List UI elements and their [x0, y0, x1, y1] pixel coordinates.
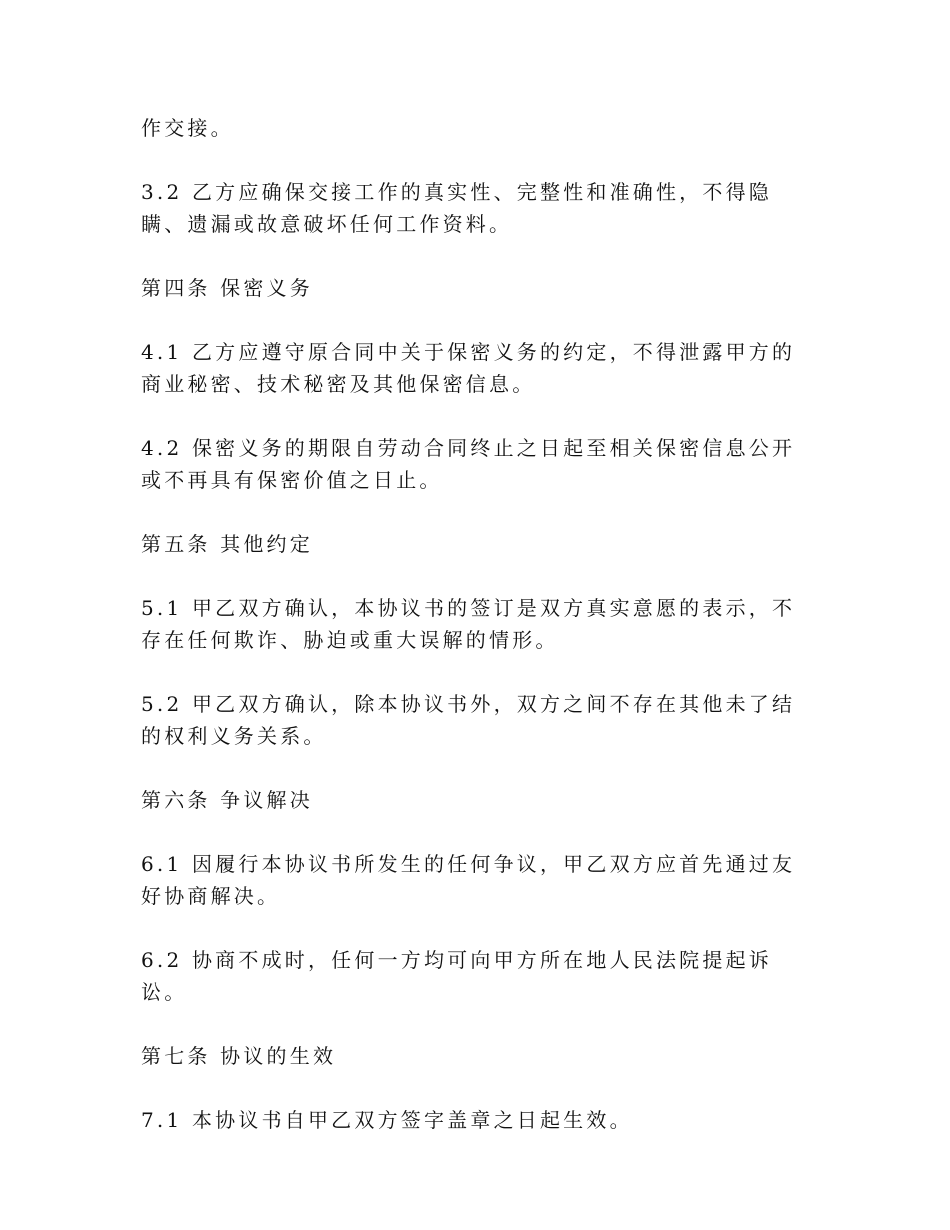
article-7-heading: 第七条 协议的生效: [141, 1044, 337, 1068]
article-6-heading: 第六条 争议解决: [141, 788, 313, 812]
clause-6-1: 6.1 因履行本协议书所发生的任何争议，甲乙双方应首先通过友好协商解决。: [141, 852, 796, 908]
clause-7-1: 7.1 本协议书自甲乙双方签字盖章之日起生效。: [141, 1108, 633, 1132]
clause-4-2: 4.2 保密义务的期限自劳动合同终止之日起至相关保密信息公开或不再具有保密价值之日止。: [141, 436, 796, 492]
paragraph-continuation: 作交接。: [141, 116, 234, 140]
article-5-heading: 第五条 其他约定: [141, 532, 313, 556]
document-body: [141, 112, 801, 1168]
article-4-heading: 第四条 保密义务: [141, 276, 313, 300]
clause-4-1: 4.1 乙方应遵守原合同中关于保密义务的约定，不得泄露甲方的商业秘密、技术秘密及其他保密信息。: [141, 340, 796, 396]
clause-5-1: 5.1 甲乙双方确认，本协议书的签订是双方真实意愿的表示，不存在任何欺诈、胁迫或重大误解的情形。: [141, 596, 796, 652]
clause-5-2: 5.2 甲乙双方确认，除本协议书外，双方之间不存在其他未了结的权利义务关系。: [141, 692, 796, 748]
clause-6-2: 6.2 协商不成时，任何一方均可向甲方所在地人民法院提起诉讼。: [141, 948, 772, 1004]
clause-3-2: 3.2 乙方应确保交接工作的真实性、完整性和准确性，不得隐瞒、遗漏或故意破坏任何工作资料。: [141, 180, 772, 236]
